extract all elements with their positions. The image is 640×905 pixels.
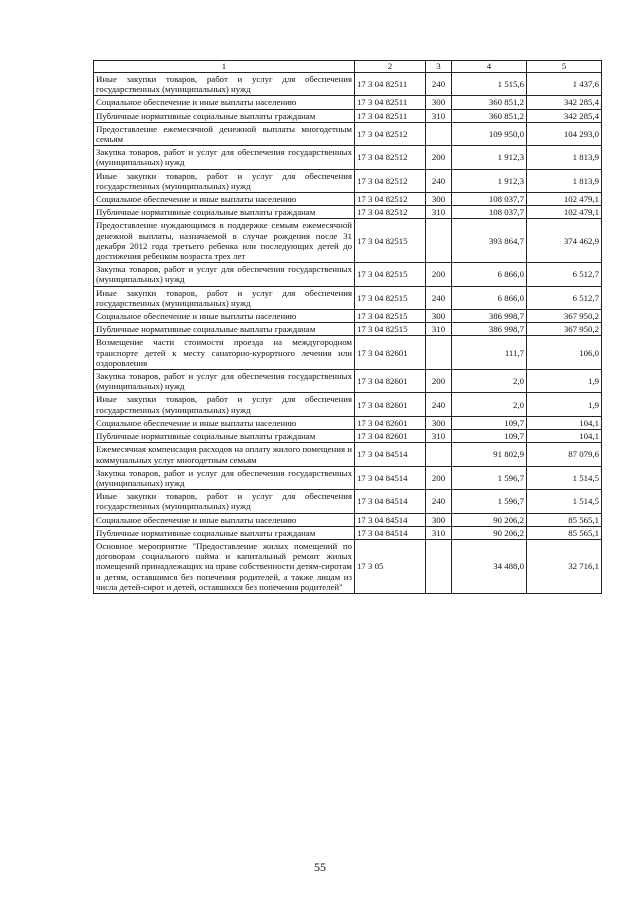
expense-type-cell <box>426 539 452 593</box>
table-row <box>94 416 602 429</box>
amount-col4-cell: 386 998,7 <box>452 310 527 323</box>
amount-col4-cell: 6 866,0 <box>452 286 527 309</box>
amount-col5-cell: 104,1 <box>527 430 602 443</box>
budget-table <box>93 60 602 594</box>
table-row <box>94 370 602 393</box>
expense-type-cell: 300 <box>426 310 452 323</box>
table-row <box>94 73 602 96</box>
table-row <box>94 109 602 122</box>
amount-col4-cell: 2,0 <box>452 393 527 416</box>
table-row <box>94 219 602 263</box>
row-name-cell: Иные закупки товаров, работ и услуг для обеспечения государственных (муниципальных) нужд <box>94 73 355 96</box>
amount-col5-cell: 1 514,5 <box>527 466 602 489</box>
column-header-1: 1 <box>94 61 355 73</box>
expense-type-cell: 200 <box>426 263 452 286</box>
table-row <box>94 466 602 489</box>
amount-col4-cell: 360 851,2 <box>452 96 527 109</box>
amount-col4-cell: 90 206,2 <box>452 526 527 539</box>
column-header-5: 5 <box>527 61 602 73</box>
expense-type-cell: 310 <box>426 526 452 539</box>
expense-type-cell <box>426 122 452 145</box>
row-name-cell: Иные закупки товаров, работ и услуг для обеспечения государственных (муниципальных) нужд <box>94 169 355 192</box>
amount-col4-cell: 386 998,7 <box>452 323 527 336</box>
amount-col4-cell: 1 515,6 <box>452 73 527 96</box>
row-name-cell: Публичные нормативные социальные выплаты гражданам <box>94 526 355 539</box>
target-code-cell: 17 3 04 84514 <box>355 443 426 466</box>
amount-col4-cell: 1 596,7 <box>452 490 527 513</box>
row-name-cell: Закупка товаров, работ и услуг для обеспечения государственных (муниципальных) нужд <box>94 263 355 286</box>
table-row <box>94 490 602 513</box>
target-code-cell: 17 3 04 84514 <box>355 466 426 489</box>
row-name-cell: Социальное обеспечение и иные выплаты населению <box>94 96 355 109</box>
amount-col4-cell: 1 596,7 <box>452 466 527 489</box>
amount-col5-cell: 342 285,4 <box>527 109 602 122</box>
amount-col4-cell: 2,0 <box>452 370 527 393</box>
amount-col5-cell: 1 813,9 <box>527 169 602 192</box>
expense-type-cell: 310 <box>426 206 452 219</box>
page-number: 55 <box>314 860 326 874</box>
target-code-cell: 17 3 04 82601 <box>355 416 426 429</box>
row-name-cell: Предоставление нуждающимся в поддержке семьям ежемесячной денежной выплаты, назначаемой в случае рождения после 31 декабря 2012 года третьего ребенка или последующих детей до достижения ребенком возраста трех лет <box>94 219 355 263</box>
column-number-row <box>94 61 602 73</box>
expense-type-cell: 300 <box>426 96 452 109</box>
target-code-cell: 17 3 04 82601 <box>355 370 426 393</box>
target-code-cell: 17 3 04 82601 <box>355 336 426 370</box>
table-row <box>94 443 602 466</box>
amount-col5-cell: 342 285,4 <box>527 96 602 109</box>
table-row <box>94 323 602 336</box>
amount-col5-cell: 6 512,7 <box>527 263 602 286</box>
amount-col5-cell: 106,0 <box>527 336 602 370</box>
expense-type-cell: 310 <box>426 323 452 336</box>
expense-type-cell: 300 <box>426 193 452 206</box>
amount-col4-cell: 111,7 <box>452 336 527 370</box>
amount-col5-cell: 85 565,1 <box>527 526 602 539</box>
row-name-cell: Социальное обеспечение и иные выплаты населению <box>94 310 355 323</box>
amount-col5-cell: 6 512,7 <box>527 286 602 309</box>
table-row <box>94 513 602 526</box>
amount-col4-cell: 109,7 <box>452 430 527 443</box>
row-name-cell: Закупка товаров, работ и услуг для обеспечения государственных (муниципальных) нужд <box>94 146 355 169</box>
amount-col4-cell: 109,7 <box>452 416 527 429</box>
table-row <box>94 122 602 145</box>
column-header-3: 3 <box>426 61 452 73</box>
target-code-cell: 17 3 04 82511 <box>355 73 426 96</box>
amount-col5-cell: 1,9 <box>527 370 602 393</box>
expense-type-cell: 200 <box>426 466 452 489</box>
amount-col5-cell: 367 950,2 <box>527 323 602 336</box>
row-name-cell: Публичные нормативные социальные выплаты гражданам <box>94 323 355 336</box>
row-name-cell: Иные закупки товаров, работ и услуг для обеспечения государственных (муниципальных) нужд <box>94 490 355 513</box>
expense-type-cell <box>426 219 452 263</box>
target-code-cell: 17 3 04 84514 <box>355 513 426 526</box>
expense-type-cell <box>426 443 452 466</box>
amount-col5-cell: 32 716,1 <box>527 539 602 593</box>
target-code-cell: 17 3 04 82512 <box>355 122 426 145</box>
expense-type-cell: 240 <box>426 286 452 309</box>
target-code-cell: 17 3 04 82512 <box>355 193 426 206</box>
amount-col5-cell: 1 437,6 <box>527 73 602 96</box>
target-code-cell: 17 3 04 84514 <box>355 490 426 513</box>
target-code-cell: 17 3 04 82515 <box>355 286 426 309</box>
table-row <box>94 336 602 370</box>
amount-col4-cell: 91 802,9 <box>452 443 527 466</box>
amount-col5-cell: 102 479,1 <box>527 206 602 219</box>
row-name-cell: Иные закупки товаров, работ и услуг для обеспечения государственных (муниципальных) нужд <box>94 286 355 309</box>
expense-type-cell: 240 <box>426 73 452 96</box>
row-name-cell: Предоставление ежемесячной денежной выплаты многодетным семьям <box>94 122 355 145</box>
column-header-4: 4 <box>452 61 527 73</box>
amount-col5-cell: 104,1 <box>527 416 602 429</box>
amount-col5-cell: 104 293,0 <box>527 122 602 145</box>
amount-col4-cell: 6 866,0 <box>452 263 527 286</box>
row-name-cell: Социальное обеспечение и иные выплаты населению <box>94 193 355 206</box>
row-name-cell: Публичные нормативные социальные выплаты гражданам <box>94 109 355 122</box>
target-code-cell: 17 3 04 82601 <box>355 430 426 443</box>
target-code-cell: 17 3 04 82511 <box>355 96 426 109</box>
table-row <box>94 539 602 593</box>
column-header-2: 2 <box>355 61 426 73</box>
target-code-cell: 17 3 04 82515 <box>355 323 426 336</box>
row-name-cell: Закупка товаров, работ и услуг для обеспечения государственных (муниципальных) нужд <box>94 466 355 489</box>
row-name-cell: Социальное обеспечение и иные выплаты населению <box>94 513 355 526</box>
expense-type-cell: 310 <box>426 109 452 122</box>
table-row <box>94 96 602 109</box>
expense-type-cell: 240 <box>426 393 452 416</box>
target-code-cell: 17 3 04 82512 <box>355 206 426 219</box>
table-row <box>94 263 602 286</box>
target-code-cell: 17 3 04 82511 <box>355 109 426 122</box>
target-code-cell: 17 3 04 82601 <box>355 393 426 416</box>
row-name-cell: Публичные нормативные социальные выплаты гражданам <box>94 430 355 443</box>
row-name-cell: Закупка товаров, работ и услуг для обеспечения государственных (муниципальных) нужд <box>94 370 355 393</box>
row-name-cell: Ежемесячная компенсация расходов на оплату жилого помещения и коммунальных услуг многодетным семьям <box>94 443 355 466</box>
amount-col4-cell: 360 851,2 <box>452 109 527 122</box>
amount-col5-cell: 85 565,1 <box>527 513 602 526</box>
amount-col4-cell: 1 912,3 <box>452 169 527 192</box>
table-row <box>94 206 602 219</box>
amount-col5-cell: 102 479,1 <box>527 193 602 206</box>
amount-col4-cell: 34 488,0 <box>452 539 527 593</box>
row-name-cell: Основное мероприятие "Предоставление жилых помещений по договорам социального найма и капитальный ремонт жилых помещений принадлежащих на праве собственности детям-сиротам и детям, оставшимся без попечения родителей, а также лицам из числа детей-сирот и детей, оставшихся без попечения родителей" <box>94 539 355 593</box>
target-code-cell: 17 3 04 82515 <box>355 263 426 286</box>
expense-type-cell: 300 <box>426 513 452 526</box>
amount-col5-cell: 1 813,9 <box>527 146 602 169</box>
row-name-cell: Социальное обеспечение и иные выплаты населению <box>94 416 355 429</box>
table-row <box>94 310 602 323</box>
amount-col4-cell: 90 206,2 <box>452 513 527 526</box>
expense-type-cell: 240 <box>426 169 452 192</box>
table-row <box>94 169 602 192</box>
expense-type-cell: 200 <box>426 146 452 169</box>
expense-type-cell: 200 <box>426 370 452 393</box>
table-row <box>94 393 602 416</box>
row-name-cell: Публичные нормативные социальные выплаты гражданам <box>94 206 355 219</box>
amount-col4-cell: 109 950,0 <box>452 122 527 145</box>
expense-type-cell: 240 <box>426 490 452 513</box>
table-body <box>94 73 602 594</box>
target-code-cell: 17 3 04 82512 <box>355 169 426 192</box>
table-row <box>94 286 602 309</box>
amount-col4-cell: 1 912,3 <box>452 146 527 169</box>
amount-col5-cell: 87 079,6 <box>527 443 602 466</box>
target-code-cell: 17 3 04 82512 <box>355 146 426 169</box>
amount-col5-cell: 1 514,5 <box>527 490 602 513</box>
amount-col5-cell: 1,9 <box>527 393 602 416</box>
expense-type-cell: 310 <box>426 430 452 443</box>
row-name-cell: Возмещение части стоимости проезда на междугородном транспорте детей к месту санаторно-курортного лечения или оздоровления <box>94 336 355 370</box>
row-name-cell: Иные закупки товаров, работ и услуг для обеспечения государственных (муниципальных) нужд <box>94 393 355 416</box>
amount-col5-cell: 374 462,9 <box>527 219 602 263</box>
table-row <box>94 193 602 206</box>
target-code-cell: 17 3 04 82515 <box>355 310 426 323</box>
table-row <box>94 430 602 443</box>
amount-col4-cell: 393 864,7 <box>452 219 527 263</box>
target-code-cell: 17 3 04 84514 <box>355 526 426 539</box>
table-row <box>94 146 602 169</box>
table-row <box>94 526 602 539</box>
expense-type-cell <box>426 336 452 370</box>
amount-col5-cell: 367 950,2 <box>527 310 602 323</box>
target-code-cell: 17 3 05 <box>355 539 426 593</box>
target-code-cell: 17 3 04 82515 <box>355 219 426 263</box>
amount-col4-cell: 108 037,7 <box>452 206 527 219</box>
expense-type-cell: 300 <box>426 416 452 429</box>
amount-col4-cell: 108 037,7 <box>452 193 527 206</box>
